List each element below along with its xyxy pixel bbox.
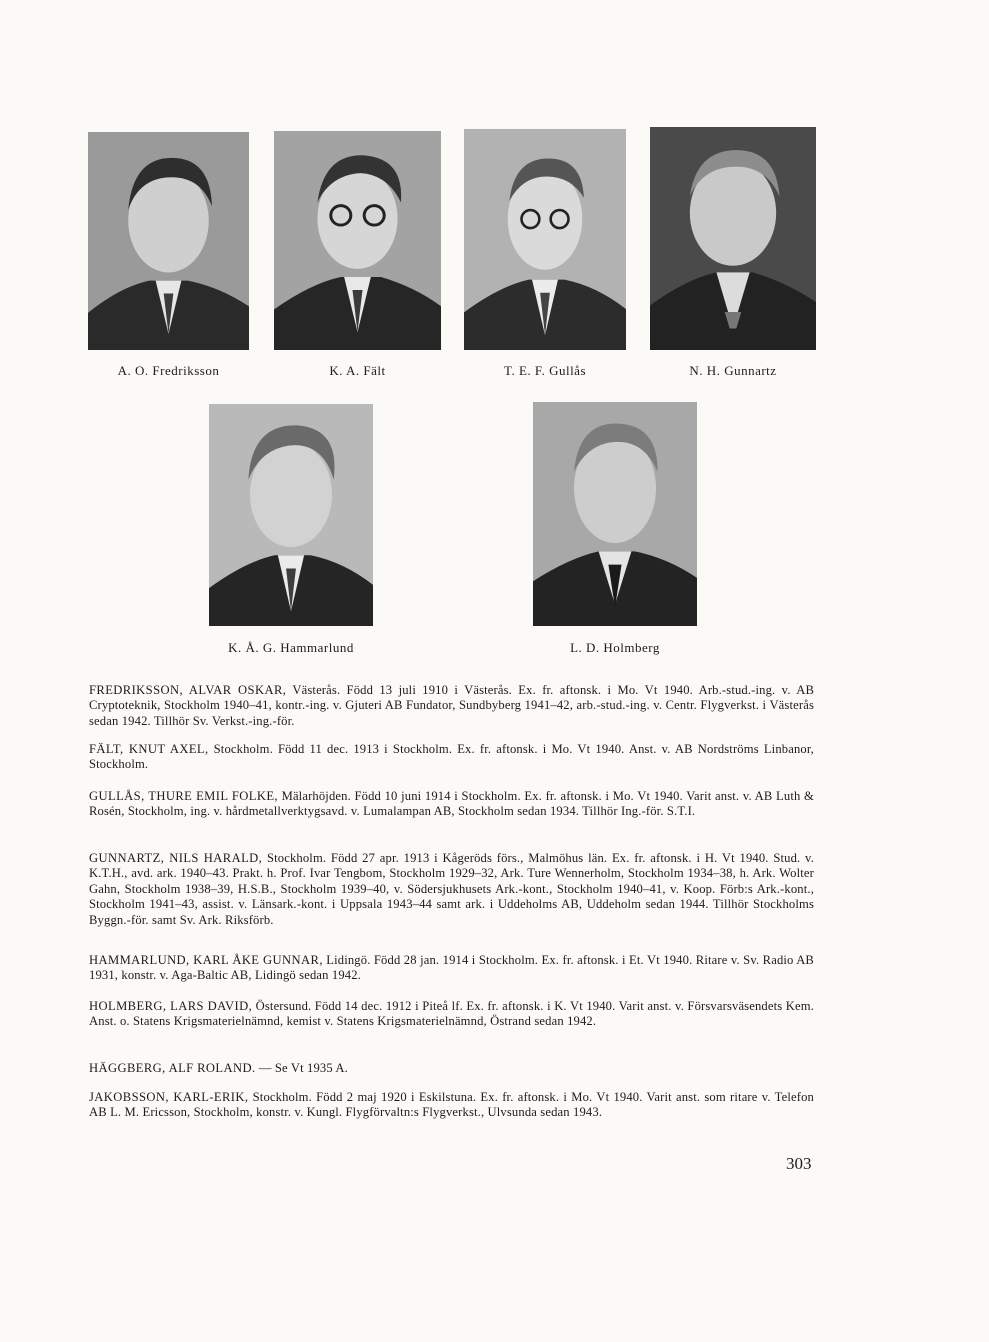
bio-entry-falt xyxy=(89,742,814,773)
portrait-photo-icon xyxy=(88,132,249,350)
entry-name: FÄLT, KNUT AXEL, xyxy=(89,742,209,756)
entry-text: Stockholm. Född 11 dec. 1913 i Stockholm. Ex. fr. aftonsk. i Mo. Vt 1940. Anst. v. AB Nordströms Linbanor, Stockholm. xyxy=(89,742,814,772)
entry-text: Lidingö. Född 28 jan. 1914 i Stockholm. Ex. fr. aftonsk. i Et. Vt 1940. Ritare v. Sv. Radio AB 1931, konstr. v. Aga-Baltic AB, Lidingö sedan 1942. xyxy=(89,953,814,983)
portrait-falt xyxy=(274,131,441,350)
portrait-hammarlund xyxy=(209,404,373,626)
portrait-gunnartz xyxy=(650,127,816,350)
bio-entry-haggberg xyxy=(89,1061,814,1076)
portrait-caption: T. E. F. Gullås xyxy=(503,363,587,378)
portrait-photo-icon xyxy=(209,404,373,626)
portrait-holmberg xyxy=(533,402,697,626)
portrait-photo-icon xyxy=(274,131,441,350)
entry-text: Östersund. Född 14 dec. 1912 i Piteå lf. Ex. fr. aftonsk. i K. Vt 1940. Varit anst. v. Försvarsväsendets Kem. Anst. o. Statens Krigsmaterielnämnd, kemist v. Statens Krigsmaterielnämnd, Östrand sedan 1942. xyxy=(89,999,815,1029)
portrait-photo-icon xyxy=(533,402,697,626)
portrait-caption: L. D. Holmberg xyxy=(570,640,660,655)
portrait-caption: N. H. Gunnartz xyxy=(689,363,777,378)
bio-entry-fredriksson xyxy=(89,683,814,729)
portrait-caption: K. Å. G. Hammarlund xyxy=(228,640,354,655)
entry-text: Mälarhöjden. Född 10 juni 1914 i Stockholm. Ex. fr. aftonsk. i Mo. Vt 1940. Varit anst. v. AB Luth & Rosén, Stockholm, ing. v. hårdmetallverktygsavd. v. Lumalampan AB, Stockholm sedan 1934. Tillhör Ing.-för. S.T.I. xyxy=(89,789,814,819)
entry-name: JAKOBSSON, KARL-ERIK, xyxy=(89,1090,249,1104)
entry-name: GUNNARTZ, NILS HARALD, xyxy=(89,851,263,865)
entry-name: GULLÅS, THURE EMIL FOLKE, xyxy=(89,789,278,803)
bio-entry-holmberg xyxy=(89,999,814,1030)
portrait-caption: A. O. Fredriksson xyxy=(117,363,220,378)
bio-entry-jakobsson xyxy=(89,1090,814,1121)
portrait-gullas xyxy=(464,129,626,350)
entry-name: HOLMBERG, LARS DAVID, xyxy=(89,999,253,1013)
portrait-fredriksson xyxy=(88,132,249,350)
entry-name: FREDRIKSSON, ALVAR OSKAR, xyxy=(89,683,287,697)
bio-entry-gullas xyxy=(89,789,814,820)
entry-name: HAMMARLUND, KARL ÅKE GUNNAR, xyxy=(89,953,323,967)
bio-entry-gunnartz xyxy=(89,851,814,928)
entry-text: Västerås. Född 13 juli 1910 i Västerås. Ex. fr. aftonsk. i Mo. Vt 1940. Arb.-stud.-ing. v. AB Cryptoteknik, Stockholm 1940–41, kontr.-ing. v. Gjuteri AB Fundator, Sundbyberg 1941–42, arb.-stud.-ing. v. Centr. Flygverkst. i Västerås sedan 1942. Tillhör Sv. Verkst.-ing.-för. xyxy=(89,683,814,728)
entry-text: Stockholm. Född 27 apr. 1913 i Kågeröds förs., Malmöhus län. Ex. fr. aftonsk. i H. Vt 1940. Stud. v. K.T.H., avd. ark. 1940–43. Prakt. h. Prof. Ivar Tengbom, Stockholm 1929–32, Ark. Ture Wennerholm, Stockholm 1934–38, h. Ark. Wolter Gahn, Stockholm 1938–39, H.S.B., Stockholm 1939–40, v. Södersjukhusets Ark.-kont., Stockholm 1940–41, v. Koop. Förb:s Ark.-kont., Stockholm 1941–43, assist. v. Länsark.-kont. i Uppsala 1943–44 samt ark. i Uddeholms AB, Uddeholm sedan 1944. Tillhör Stockholms Byggn.-för. samt Sv. Ark. Riksförb. xyxy=(89,851,814,927)
bio-entry-hammarlund xyxy=(89,953,814,984)
entry-text: — Se Vt 1935 A. xyxy=(255,1061,348,1075)
entry-name: HÄGGBERG, ALF ROLAND. xyxy=(89,1061,256,1075)
entry-text: Stockholm. Född 2 maj 1920 i Eskilstuna. Ex. fr. aftonsk. i Mo. Vt 1940. Varit anst. som ritare v. Telefon AB L. M. Ericsson, Stockholm, konstr. v. Kungl. Flygförvaltn:s Flygverkst., Ulvsunda sedan 1943. xyxy=(89,1090,814,1120)
portrait-photo-icon xyxy=(650,127,816,350)
page-number: 303 xyxy=(786,1154,812,1173)
portrait-caption: K. A. Fält xyxy=(329,363,386,378)
portrait-photo-icon xyxy=(464,129,626,350)
